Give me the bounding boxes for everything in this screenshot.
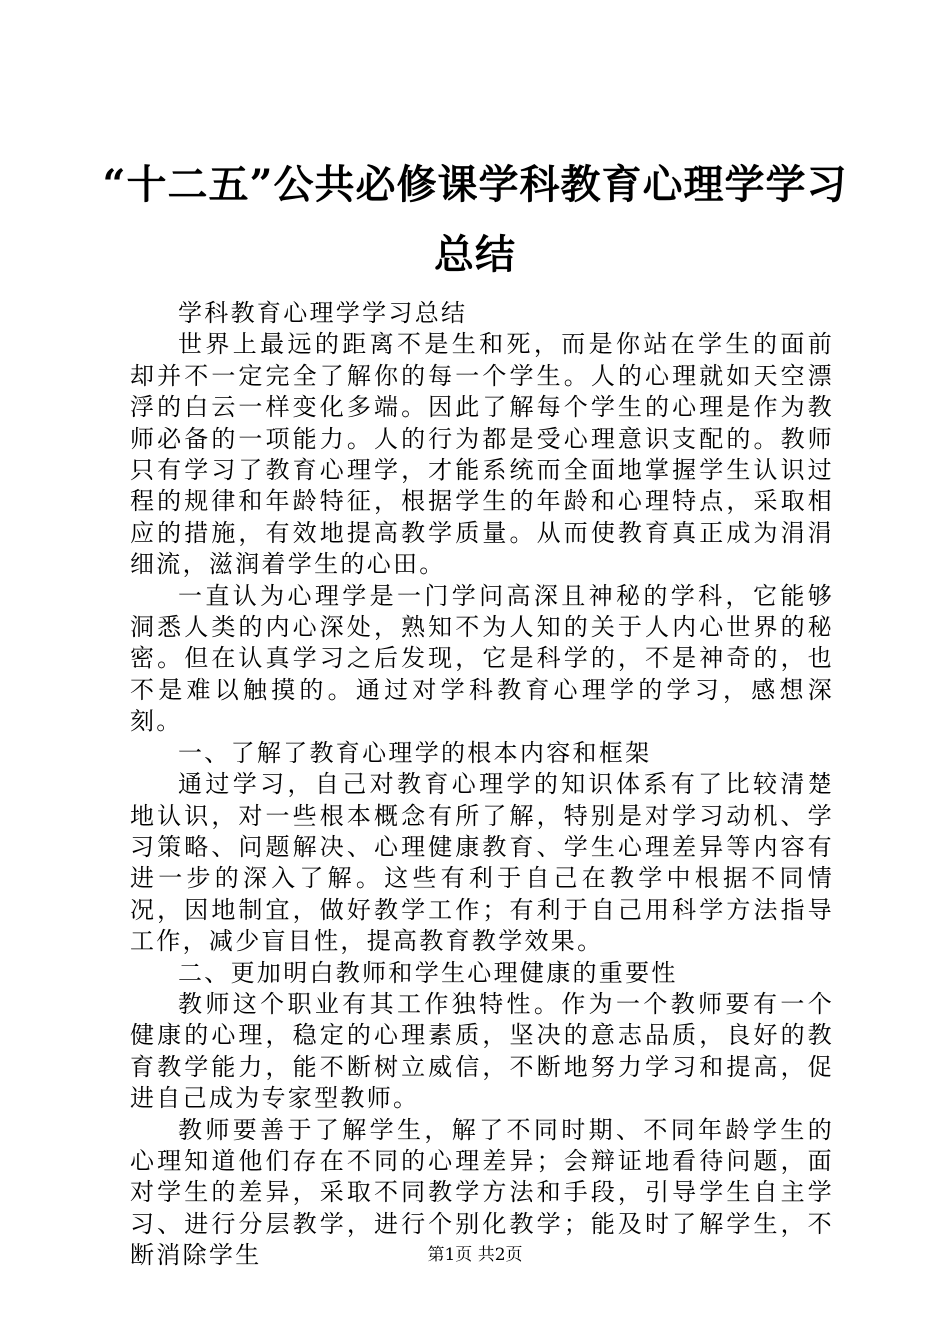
document-body: [130, 298, 834, 1272]
body-paragraph: 教师要善于了解学生，解了不同时期、不同年龄学生的心理知道他们存在不同的心理差异；会辩证地看待问题，面对学生的差异，采取不同教学方法和手段，引导学生自主学习、进行分层教学，进行个别化教学；能及时了解学生，不断消除学生: [130, 1115, 834, 1270]
document-title: “十二五”公共必修课学科教育心理学学习总结: [102, 161, 848, 278]
page-footer: 第1页 共2页: [427, 1245, 523, 1265]
section-heading: 一、了解了教育心理学的根本内容和框架: [178, 738, 652, 767]
body-paragraph: 通过学习，自己对教育心理学的知识体系有了比较清楚地认识，对一些根本概念有所了解，特别是对学习动机、学习策略、问题解决、心理健康教育、学生心理差异等内容有进一步的深入了解。这些有利于自己在教学中根据不同情况，因地制宜，做好教学工作；有利于自己用科学方法指导工作，减少盲目性，提高教育教学效果。: [130, 770, 834, 956]
subtitle-paragraph: 学科教育心理学学习总结: [178, 299, 468, 327]
section-heading: 二、更加明白教师和学生心理健康的重要性: [178, 958, 678, 987]
body-paragraph: 一直认为心理学是一门学问高深且神秘的学科，它能够洞悉人类的内心深处，熟知不为人知的关于人内心世界的秘密。但在认真学习之后发现，它是科学的，不是神奇的，也不是难以触摸的。通过对学科教育心理学的学习，感想深刻。: [130, 581, 834, 736]
body-paragraph: 教师这个职业有其工作独特性。作为一个教师要有一个健康的心理，稳定的心理素质，坚决的意志品质，良好的教育教学能力，能不断树立威信，不断地努力学习和提高，促进自己成为专家型教师。: [130, 989, 834, 1113]
body-paragraph: 世界上最远的距离不是生和死，而是你站在学生的面前却并不一定完全了解你的每一个学生。人的心理就如天空漂浮的白云一样变化多端。因此了解每个学生的心理是作为教师必备的一项能力。人的行为都是受心理意识支配的。教师只有学习了教育心理学，才能系统而全面地掌握学生认识过程的规律和年龄特征，根据学生的年龄和心理特点，采取相应的措施，有效地提高教学质量。从而使教育真正成为涓涓细流，滋润着学生的心田。: [130, 330, 834, 579]
